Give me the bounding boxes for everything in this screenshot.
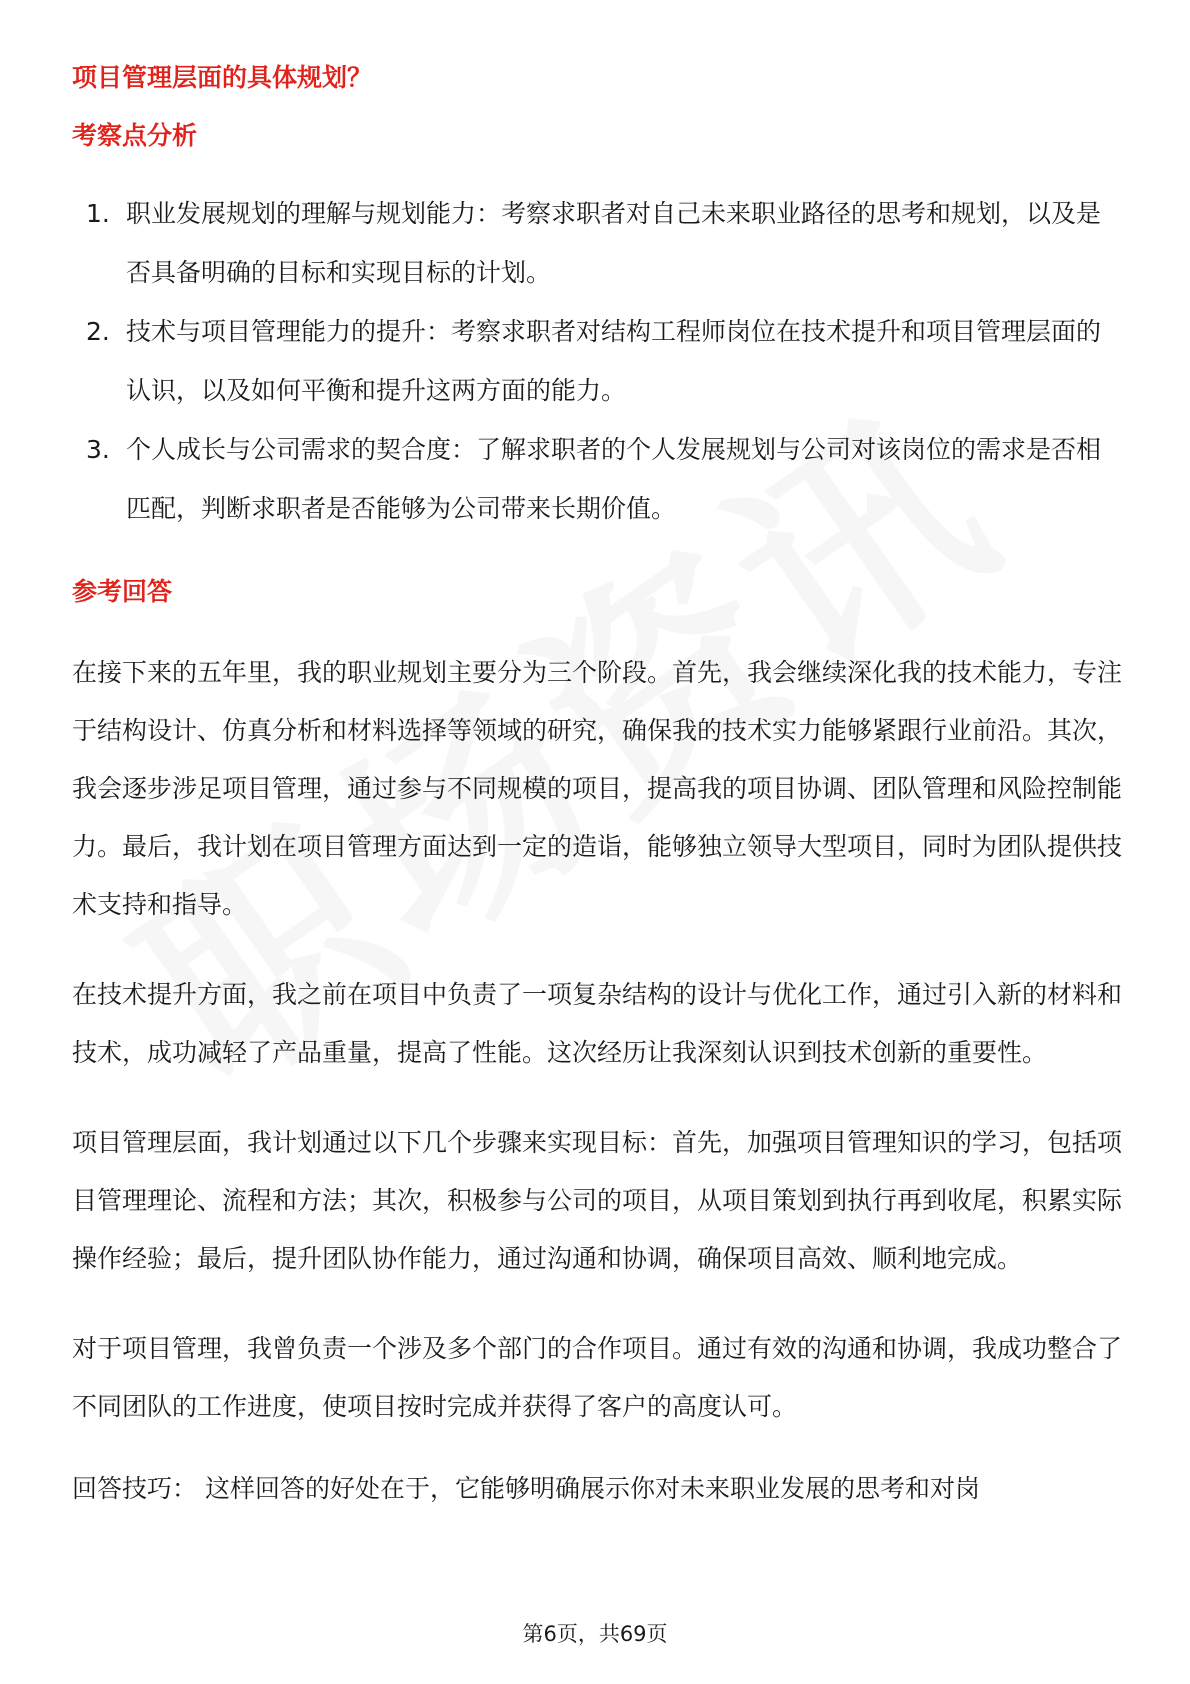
list-number: 3. bbox=[86, 435, 110, 464]
answer-heading: 参考回答 bbox=[72, 577, 173, 606]
list-item-text: 技术与项目管理能力的提升：考察求职者对结构工程师岗位在技术提升和项目管理层面的认识，以及如何平衡和提升这两方面的能力。 bbox=[126, 317, 1102, 405]
analysis-list bbox=[72, 184, 1122, 538]
list-number: 2. bbox=[86, 317, 110, 346]
answer-tips-paragraph: 回答技巧： 这样回答的好处在于，它能够明确展示你对未来职业发展的思考和对岗 bbox=[72, 1474, 980, 1503]
list-item bbox=[72, 302, 1122, 420]
answer-paragraph: 对于项目管理，我曾负责一个涉及多个部门的合作项目。通过有效的沟通和协调，我成功整合了不同团队的工作进度，使项目按时完成并获得了客户的高度认可。 bbox=[72, 1334, 1123, 1421]
answer-paragraph: 项目管理层面，我计划通过以下几个步骤来实现目标：首先，加强项目管理知识的学习，包括项目管理理论、流程和方法；其次，积极参与公司的项目，从项目策划到执行再到收尾，积累实际操作经验；最后，提升团队协作能力，通过沟通和协调，确保项目高效、顺利地完成。 bbox=[72, 1128, 1123, 1273]
list-number: 1. bbox=[86, 199, 110, 228]
document-body bbox=[72, 58, 1122, 1518]
list-item bbox=[72, 420, 1122, 538]
page-number: 第6页，共69页 bbox=[522, 1622, 668, 1646]
analysis-heading: 考察点分析 bbox=[72, 121, 198, 150]
answer-paragraph: 在技术提升方面，我之前在项目中负责了一项复杂结构的设计与优化工作，通过引入新的材料和技术，成功减轻了产品重量，提高了性能。这次经历让我深刻认识到技术创新的重要性。 bbox=[72, 980, 1123, 1067]
list-item-text: 职业发展规划的理解与规划能力：考察求职者对自己未来职业路径的思考和规划，以及是否具备明确的目标和实现目标的计划。 bbox=[126, 199, 1102, 287]
page-title: 项目管理层面的具体规划？ bbox=[72, 63, 373, 92]
answer-paragraph: 在接下来的五年里，我的职业规划主要分为三个阶段。首先，我会继续深化我的技术能力，专注于结构设计、仿真分析和材料选择等领域的研究，确保我的技术实力能够紧跟行业前沿。其次，我会逐步涉足项目管理，通过参与不同规模的项目，提高我的项目协调、团队管理和风险控制能力。最后，我计划在项目管理方面达到一定的造诣，能够独立领导大型项目，同时为团队提供技术支持和指导。 bbox=[72, 658, 1123, 919]
list-item-text: 个人成长与公司需求的契合度：了解求职者的个人发展规划与公司对该岗位的需求是否相匹配，判断求职者是否能够为公司带来长期价值。 bbox=[126, 435, 1102, 523]
list-item bbox=[72, 184, 1122, 302]
